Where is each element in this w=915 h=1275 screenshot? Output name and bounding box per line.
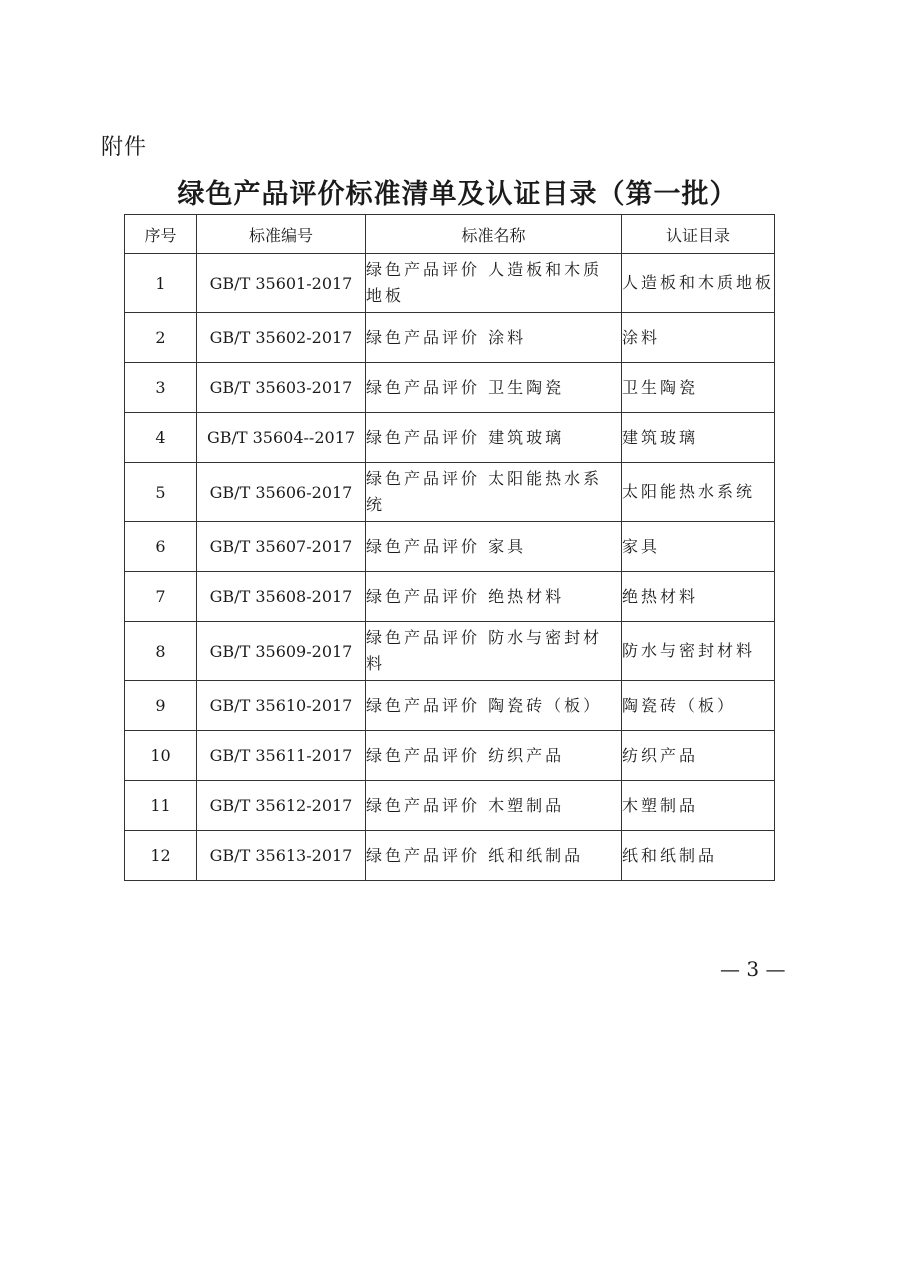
table-row (125, 413, 775, 463)
row-catalog: 防水与密封材料 (622, 622, 775, 681)
row-code: GB/T 35604--2017 (197, 413, 366, 463)
table-row (125, 781, 775, 831)
table-row (125, 731, 775, 781)
header-no: 序号 (125, 215, 197, 254)
row-no: 2 (125, 313, 197, 363)
row-code: GB/T 35613-2017 (197, 831, 366, 881)
row-code: GB/T 35606-2017 (197, 463, 366, 522)
row-name: 绿色产品评价 绝热材料 (366, 572, 622, 622)
row-code: GB/T 35611-2017 (197, 731, 366, 781)
row-catalog: 太阳能热水系统 (622, 463, 775, 522)
row-catalog: 绝热材料 (622, 572, 775, 622)
row-name: 绿色产品评价 涂料 (366, 313, 622, 363)
table-row (125, 463, 775, 522)
row-no: 1 (125, 254, 197, 313)
row-code: GB/T 35612-2017 (197, 781, 366, 831)
table-row (125, 363, 775, 413)
table-header-row (125, 215, 775, 254)
page-number: — 3 — (720, 957, 786, 981)
row-catalog: 涂料 (622, 313, 775, 363)
row-code: GB/T 35607-2017 (197, 522, 366, 572)
row-name: 绿色产品评价 防水与密封材料 (366, 622, 622, 681)
row-no: 7 (125, 572, 197, 622)
row-name: 绿色产品评价 太阳能热水系统 (366, 463, 622, 522)
row-code: GB/T 35603-2017 (197, 363, 366, 413)
row-name: 绿色产品评价 纺织产品 (366, 731, 622, 781)
row-no: 4 (125, 413, 197, 463)
row-no: 9 (125, 681, 197, 731)
row-catalog: 卫生陶瓷 (622, 363, 775, 413)
row-name: 绿色产品评价 陶瓷砖（板） (366, 681, 622, 731)
row-catalog: 纸和纸制品 (622, 831, 775, 881)
table-row (125, 313, 775, 363)
row-no: 12 (125, 831, 197, 881)
row-code: GB/T 35602-2017 (197, 313, 366, 363)
table-row (125, 572, 775, 622)
row-catalog: 建筑玻璃 (622, 413, 775, 463)
table-row (125, 254, 775, 313)
row-no: 11 (125, 781, 197, 831)
row-no: 8 (125, 622, 197, 681)
row-no: 6 (125, 522, 197, 572)
row-name: 绿色产品评价 家具 (366, 522, 622, 572)
row-code: GB/T 35610-2017 (197, 681, 366, 731)
header-code: 标准编号 (197, 215, 366, 254)
standards-table (124, 214, 775, 881)
row-no: 3 (125, 363, 197, 413)
header-catalog: 认证目录 (622, 215, 775, 254)
row-catalog: 木塑制品 (622, 781, 775, 831)
table-row (125, 831, 775, 881)
row-name: 绿色产品评价 建筑玻璃 (366, 413, 622, 463)
row-catalog: 家具 (622, 522, 775, 572)
table-row (125, 622, 775, 681)
row-code: GB/T 35601-2017 (197, 254, 366, 313)
row-name: 绿色产品评价 卫生陶瓷 (366, 363, 622, 413)
table-row (125, 681, 775, 731)
row-name: 绿色产品评价 木塑制品 (366, 781, 622, 831)
row-catalog: 纺织产品 (622, 731, 775, 781)
table-row (125, 522, 775, 572)
header-name: 标准名称 (366, 215, 622, 254)
row-name: 绿色产品评价 人造板和木质地板 (366, 254, 622, 313)
row-no: 10 (125, 731, 197, 781)
row-catalog: 陶瓷砖（板） (622, 681, 775, 731)
row-code: GB/T 35609-2017 (197, 622, 366, 681)
row-no: 5 (125, 463, 197, 522)
row-catalog: 人造板和木质地板 (622, 254, 775, 313)
row-code: GB/T 35608-2017 (197, 572, 366, 622)
row-name: 绿色产品评价 纸和纸制品 (366, 831, 622, 881)
document-title: 绿色产品评价标准清单及认证目录（第一批） (177, 179, 738, 210)
attachment-label: 附件 (101, 135, 148, 160)
